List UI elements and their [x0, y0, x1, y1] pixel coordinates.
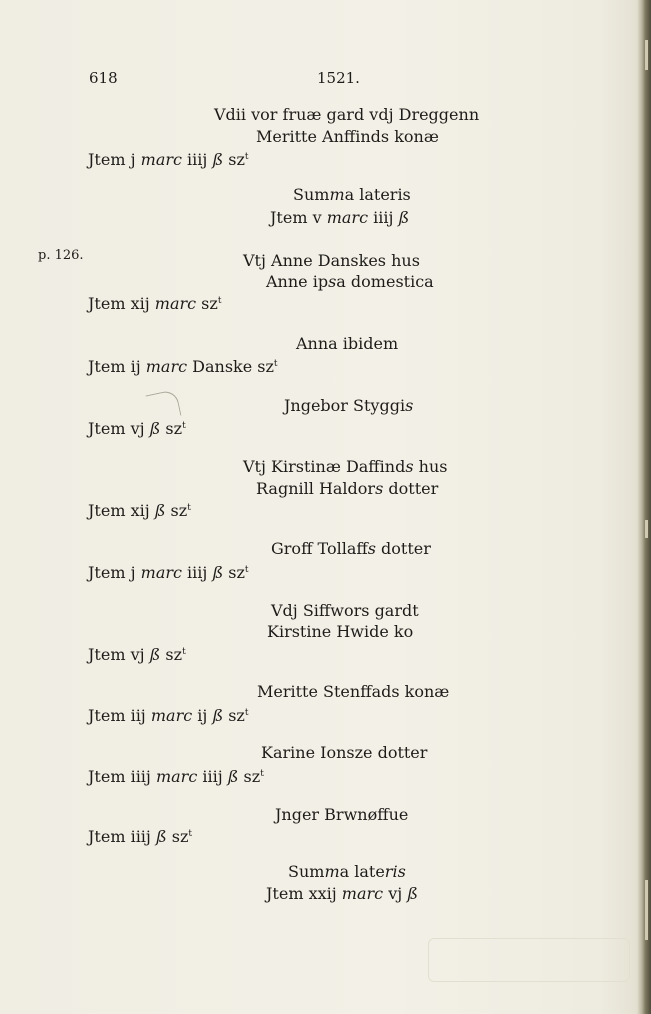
text-line: Vdii vor fruæ gard vdj Dreggenn	[214, 105, 480, 124]
text-line: Jtem iij marc ij ß $sz^t$	[88, 706, 249, 725]
page-year: 1521.	[317, 69, 360, 87]
text-line: Jnger Brwnøffue	[275, 805, 409, 824]
text-line: Jtem vj ß $sz^t$	[88, 645, 186, 664]
text-line: Vdj Siffwors gardt	[271, 601, 419, 620]
text-line: Vtj Kirstinæ Daffinds hus	[243, 457, 448, 476]
text-line: Vtj Anne Danskes hus	[243, 251, 420, 270]
text-line: Jtem xij ß $sz^t$	[88, 501, 191, 520]
text-line: Summa lateris	[288, 862, 406, 881]
text-line: Jtem vj ß $sz^t$	[88, 419, 186, 438]
binding-wear	[645, 880, 648, 940]
page-number: 618	[89, 69, 118, 87]
text-line: Jtem xxij marc vj ß	[266, 884, 418, 903]
binding-wear	[645, 40, 648, 70]
binding-wear	[645, 520, 648, 538]
text-line: Jtem iiij marc iiij ß $sz^t$	[88, 767, 264, 786]
text-line: Jtem ij marc Danske $sz^t$	[88, 357, 278, 376]
paper-crease	[428, 938, 630, 982]
text-line: Meritte Anffinds konæ	[256, 127, 439, 146]
text-line: Jngebor Styggis	[284, 396, 414, 415]
text-line: Anne ipsa domestica	[266, 272, 434, 291]
margin-page-reference: p. 126.	[38, 248, 84, 263]
text-line: Jtem xij marc $sz^t$	[88, 294, 222, 313]
text-line: Groff Tollaffs dotter	[271, 539, 431, 558]
text-line: Jtem v marc iiij ß	[270, 208, 410, 227]
text-line: Jtem j marc iiij ß $sz^t$	[88, 563, 249, 582]
text-line: Summa lateris	[293, 185, 411, 204]
text-line: Ragnill Haldors dotter	[256, 479, 439, 498]
book-binding-edge	[637, 0, 651, 1014]
text-line: Jtem j marc iiij ß $sz^t$	[88, 150, 249, 169]
text-line: Karine Ionsze dotter	[261, 743, 428, 762]
text-line: Meritte Stenffads konæ	[257, 682, 450, 701]
text-line: Kirstine Hwide ko	[267, 622, 414, 641]
text-line: Anna ibidem	[296, 334, 399, 353]
text-line: Jtem iiij ß $sz^t$	[88, 827, 193, 846]
